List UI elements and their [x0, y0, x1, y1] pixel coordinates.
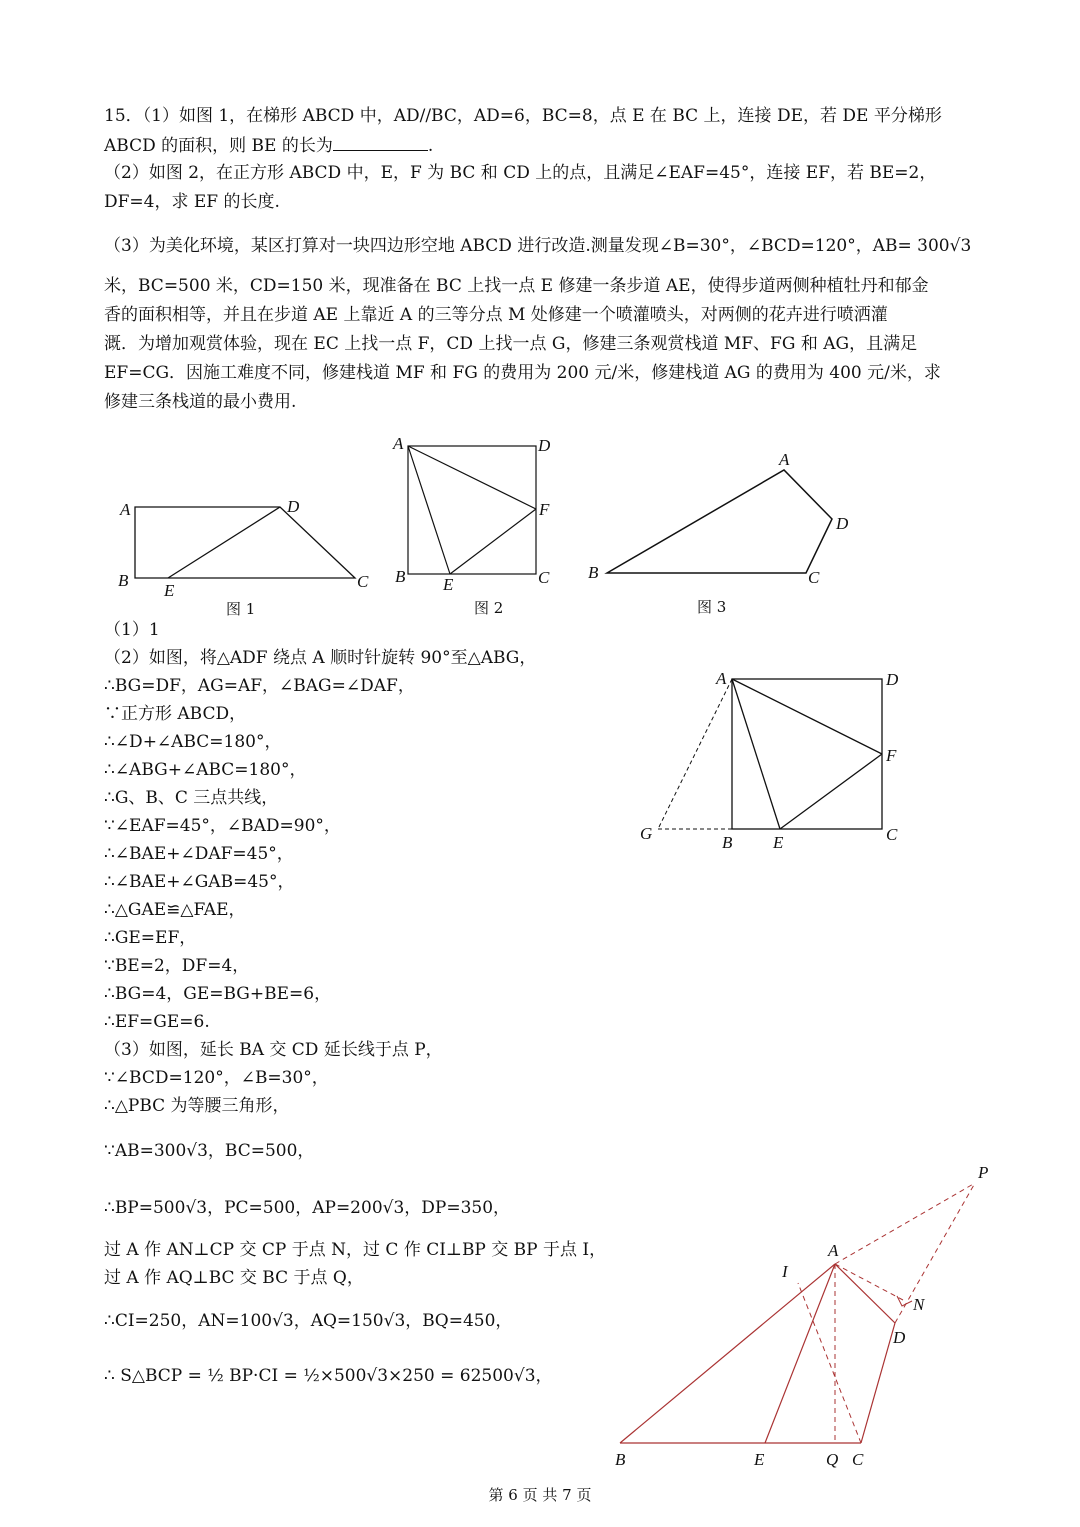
fig2-label-B: B: [395, 567, 406, 586]
solution-line-17: ∵∠BCD=120°，∠B=30°，: [104, 1068, 329, 1088]
solution-line-18: ∴△PBC 为等腰三角形，: [104, 1096, 290, 1116]
solution-line-8: ∵∠EAF=45°，∠BAD=90°，: [104, 816, 341, 836]
solution-line-22: 过 A 作 AQ⊥BC 交 BC 于点 Q，: [104, 1268, 364, 1288]
solution-line-23: ∴CI=250，AN=100√3，AQ=150√3，BQ=450，: [104, 1311, 513, 1331]
problem-line-10: 修建三条栈道的最小费用.: [104, 392, 297, 412]
fig4-label-B: B: [722, 833, 733, 852]
problem-line-5: （3）为美化环境，某区打算对一块四边形空地 ABCD 进行改造.测量发现∠B=30°，∠BCD=120°，AB= 300√3: [104, 236, 972, 256]
fig2-label-D: D: [538, 436, 551, 455]
fig3-label-C: C: [808, 568, 820, 587]
fig2-label-C: C: [538, 568, 550, 587]
fig3-label-B: B: [588, 563, 599, 582]
fig2-label-F: F: [539, 500, 550, 519]
fig2-label-E: E: [443, 575, 454, 594]
solution-line-10: ∴∠BAE+∠GAB=45°，: [104, 872, 295, 892]
solution-line-3: ∴BG=DF，AG=AF，∠BAG=∠DAF，: [104, 676, 415, 696]
problem-line-3: （2）如图 2，在正方形 ABCD 中，E，F 为 BC 和 CD 上的点，且满足∠EAF=45°，连接 EF，若 BE=2，: [104, 163, 937, 183]
caption-fig1: 图 1: [226, 600, 256, 618]
problem-line-2-end: .: [427, 136, 434, 156]
solution-line-19: ∵AB=300√3，BC=500，: [104, 1141, 315, 1161]
fig5-label-Q: Q: [826, 1450, 839, 1469]
solution-line-16: （3）如图，延长 BA 交 CD 延长线于点 P，: [104, 1040, 443, 1060]
fig1-label-E: E: [164, 581, 175, 600]
problem-line-6: 米，BC=500 米，CD=150 米，现准备在 BC 上找一点 E 修建一条步道 AE，使得步道两侧种植牡丹和郁金: [104, 276, 929, 296]
fig4-label-G: G: [640, 824, 653, 843]
problem-line-8: 溉．为增加观赏体验，现在 EC 上找一点 F，CD 上找一点 G，修建三条观赏栈道 MF、FG 和 AG，且满足: [104, 334, 918, 354]
fig4-label-C: C: [886, 825, 898, 844]
solution-line-24: ∴ S△BCP = ½ BP·CI = ½×500√3×250 = 62500√3，: [104, 1366, 553, 1386]
caption-fig2: 图 2: [474, 599, 504, 617]
problem-line-1: 15．（1）如图 1，在梯形 ABCD 中，AD//BC，AD=6，BC=8，点 E 在 BC 上，连接 DE，若 DE 平分梯形: [104, 106, 942, 126]
fig3-label-D: D: [836, 514, 849, 533]
fig5-label-A: A: [828, 1241, 839, 1260]
fig1-label-D: D: [287, 497, 300, 516]
solution-line-20: ∴BP=500√3，PC=500，AP=200√3，DP=350，: [104, 1198, 511, 1218]
fig5-label-N: N: [913, 1295, 925, 1314]
solution-line-15: ∴EF=GE=6.: [104, 1012, 210, 1032]
fig1-label-C: C: [357, 572, 369, 591]
fig4-label-D: D: [886, 670, 899, 689]
fig4-label-A: A: [716, 669, 727, 688]
fig1-label-A: A: [120, 500, 131, 519]
fig5-label-E: E: [754, 1450, 765, 1469]
solution-line-7: ∴G、B、C 三点共线，: [104, 788, 279, 808]
fig1-label-B: B: [118, 571, 129, 590]
solution-line-1: （1）1: [104, 620, 160, 640]
solution-line-2: （2）如图，将△ADF 绕点 A 顺时针旋转 90°至△ABG，: [104, 648, 537, 668]
solution-line-5: ∴∠D+∠ABC=180°，: [104, 732, 282, 752]
problem-line-9: EF=CG．因施工难度不同，修建栈道 MF 和 FG 的费用为 200 元/米，修建栈道 AG 的费用为 400 元/米，求: [104, 363, 941, 383]
fig5-label-C: C: [852, 1450, 864, 1469]
solution-line-6: ∴∠ABG+∠ABC=180°，: [104, 760, 307, 780]
fig5-label-D: D: [893, 1328, 906, 1347]
fig5-label-B: B: [615, 1450, 626, 1469]
problem-line-7: 香的面积相等，并且在步道 AE 上靠近 A 的三等分点 M 处修建一个喷灌喷头，对两侧的花卉进行喷洒灌: [104, 305, 888, 325]
solution-line-12: ∴GE=EF，: [104, 928, 197, 948]
solution-line-13: ∵BE=2，DF=4，: [104, 956, 250, 976]
problem-line-4: DF=4，求 EF 的长度.: [104, 192, 280, 212]
caption-fig3: 图 3: [697, 598, 727, 616]
fig5-label-I: I: [782, 1262, 788, 1281]
fig4-label-E: E: [773, 833, 784, 852]
solution-line-14: ∴BG=4，GE=BG+BE=6，: [104, 984, 332, 1004]
problem-line-2-text: ABCD 的面积，则 BE 的长为: [104, 136, 333, 156]
solution-line-21: 过 A 作 AN⊥CP 交 CP 于点 N，过 C 作 CI⊥BP 交 BP 于点 I，: [104, 1240, 607, 1260]
solution-line-11: ∴△GAE≌△FAE，: [104, 900, 246, 920]
fig2-label-A: A: [393, 434, 404, 453]
solution-line-9: ∴∠BAE+∠DAF=45°，: [104, 844, 294, 864]
fig3-label-A: A: [779, 450, 790, 469]
solution-line-4: ∵正方形 ABCD，: [104, 704, 247, 724]
page-footer: 第 6 页 共 7 页: [488, 1486, 592, 1504]
fig4-label-F: F: [886, 746, 897, 765]
fig5-label-P: P: [978, 1163, 989, 1182]
